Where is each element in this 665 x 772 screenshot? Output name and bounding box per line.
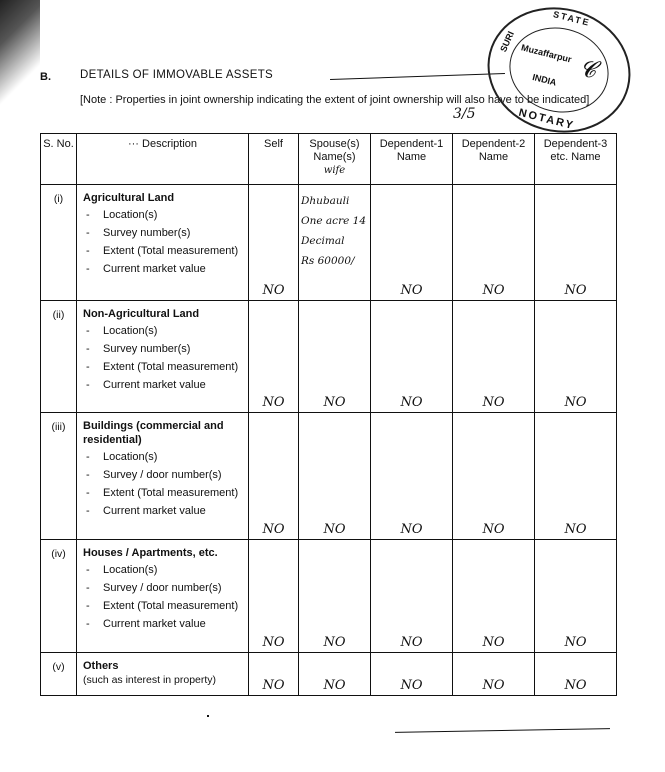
row-item: - Location(s) [83,451,244,464]
header-bullet: ··· [127,138,139,150]
cell-dependent-3 [535,540,617,653]
handwritten-value: NO [262,522,285,537]
spouse-land-details [301,191,370,271]
cell-dependent-2 [453,653,535,696]
handwritten-value: NO [400,395,423,410]
row-description [77,653,249,696]
handwritten-value: NO [482,522,505,537]
handwritten-value: NO [482,678,505,693]
stamp-center-text: Muzaffarpur [520,42,573,65]
row-item: - Location(s) [83,325,244,338]
header-dependent-1: Dependent-1 Name [371,134,453,185]
section-letter: B. [40,71,51,83]
handwritten-value: NO [262,395,285,410]
row-item: - Survey / door number(s) [83,582,244,595]
cell-spouse [299,540,371,653]
notary-signature-icon: 𝓒 [580,58,596,83]
row-item: - Location(s) [83,564,244,577]
handwritten-value: NO [400,522,423,537]
row-description [77,413,249,540]
row-item: - Current market value [83,379,244,392]
section-title: DETAILS OF IMMOVABLE ASSETS [80,69,273,81]
cell-dependent-3 [535,301,617,413]
handwritten-value: NO [262,678,285,693]
row-sno: (ii) [41,301,77,413]
handwritten-value: NO [564,522,587,537]
header-spouse-note: wife [323,165,346,176]
handwritten-value: NO [564,395,587,410]
cell-self [249,540,299,653]
row-item: - Survey number(s) [83,227,244,240]
row-item: - Current market value [83,263,244,276]
cell-spouse [299,653,371,696]
row-item: - Extent (Total measurement) [83,487,244,500]
header-dependent-3: Dependent-3 etc. Name [535,134,617,185]
table-row [41,413,617,540]
cell-dependent-2 [453,540,535,653]
handwritten-value: NO [323,678,346,693]
cell-dependent-1 [371,540,453,653]
title-underline [330,73,505,80]
header-spouse-label: Spouse(s) Name(s) [309,138,360,163]
row-category: Houses / Apartments, etc. [83,547,218,559]
stray-mark [207,715,209,717]
row-sno: (iii) [41,413,77,540]
cell-self [249,413,299,540]
table-row [41,301,617,413]
handwritten-value: NO [564,678,587,693]
handwritten-value: NO [482,635,505,650]
handwritten-value: NO [564,283,587,298]
scan-corner-smudge [0,0,40,110]
section-note: [Note : Properties in joint ownership indicating the extent of joint ownership will also have to be indicated] [80,94,590,106]
cell-self [249,653,299,696]
handwritten-value: NO [323,522,346,537]
table-row [41,185,617,301]
row-description [77,540,249,653]
cell-dependent-3 [535,653,617,696]
row-item: - Location(s) [83,209,244,222]
cell-self [249,301,299,413]
row-item: - Current market value [83,505,244,518]
cell-dependent-1 [371,653,453,696]
handwritten-value: NO [400,283,423,298]
page-number: 3/5 [453,106,476,122]
row-sno: (i) [41,185,77,301]
table-header-row [41,134,617,185]
row-sno: (iv) [41,540,77,653]
table-row [41,653,617,696]
notary-stamp [474,0,644,148]
cell-spouse [299,413,371,540]
row-item: - Survey / door number(s) [83,469,244,482]
header-description-label: Description [142,138,198,150]
immovable-assets-table [40,133,617,696]
row-description [77,185,249,301]
cell-spouse [299,301,371,413]
cell-dependent-1 [371,413,453,540]
row-description [77,301,249,413]
spouse-market-value: Rs 60000/ [301,255,355,267]
row-category: Buildings (commercial and residential) [83,420,224,446]
stamp-bottom-text: NOTARY [517,106,576,133]
cell-dependent-2 [453,185,535,301]
handwritten-value: NO [400,635,423,650]
handwritten-value: NO [400,678,423,693]
spouse-location: Dhubauli [301,195,350,207]
cell-spouse [299,185,371,301]
row-category: Agricultural Land [83,192,175,204]
stamp-country-text: INDIA [531,71,558,88]
handwritten-value: NO [482,283,505,298]
row-item: - Extent (Total measurement) [83,245,244,258]
spouse-extent: One acre 14 Decimal [301,215,366,247]
handwritten-value: NO [323,395,346,410]
cell-dependent-3 [535,413,617,540]
stamp-top-text: STATE [552,9,592,29]
table-row [41,540,617,653]
handwritten-value: NO [262,635,285,650]
signature-line [395,728,610,733]
handwritten-value: NO [323,635,346,650]
cell-dependent-2 [453,413,535,540]
cell-dependent-1 [371,301,453,413]
header-sno: S. No. [41,134,77,185]
row-category: Non-Agricultural Land [83,308,200,320]
stamp-side-text: SURI [498,29,517,54]
row-item: - Current market value [83,618,244,631]
row-category [83,659,244,687]
header-self: Self [249,134,299,185]
row-item: - Survey number(s) [83,343,244,356]
cell-self [249,185,299,301]
row-item: - Extent (Total measurement) [83,600,244,613]
header-spouse [299,134,371,185]
header-description [77,134,249,185]
row-sno: (v) [41,653,77,696]
handwritten-value: NO [482,395,505,410]
cell-dependent-3 [535,185,617,301]
row-category-subtitle: (such as interest in property) [83,674,217,686]
row-item: - Extent (Total measurement) [83,361,244,374]
cell-dependent-1 [371,185,453,301]
handwritten-value: NO [262,283,285,298]
handwritten-value: NO [564,635,587,650]
cell-dependent-2 [453,301,535,413]
row-category-label: Others [83,660,119,672]
header-dependent-2: Dependent-2 Name [453,134,535,185]
